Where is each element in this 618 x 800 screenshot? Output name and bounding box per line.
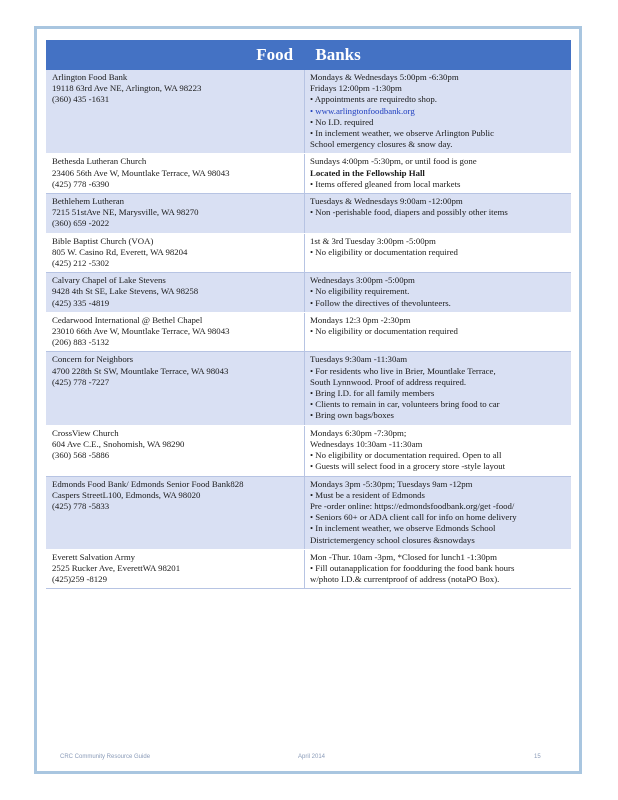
detail-line: Mondays & Wednesdays 5:00pm -6:30pm <box>310 72 459 82</box>
detail-line: 1st & 3rd Tuesday 3:00pm -5:00pm <box>310 235 436 246</box>
organization-cell <box>46 477 305 549</box>
organization-name: Bible Baptist Church (VOA) <box>52 235 154 246</box>
organization-cell <box>46 154 305 193</box>
detail-line: • For residents who live in Brier, Mountlake Terrace, <box>310 365 496 376</box>
detail-line: • In inclement weather, we observe Arlington Public <box>310 128 494 139</box>
detail-line: • Must be a resident of Edmonds <box>310 489 425 500</box>
website-link[interactable]: • www.arlingtonfoodbank.org <box>310 105 415 116</box>
organization-phone: (425) 778 -5833 <box>52 500 110 511</box>
detail-line: Wednesdays 3:00pm -5:00pm <box>310 275 415 286</box>
organization-phone: (425) 212 -5302 <box>52 258 110 269</box>
detail-line: Mondays 12:3 0pm -2:30pm <box>310 314 411 325</box>
organization-address: 4700 228th St SW, Mountlake Terrace, WA 98043 <box>52 365 229 376</box>
detail-line: School emergency closures & snow day. <box>310 139 453 150</box>
details-cell <box>305 234 571 273</box>
organization-address: 2525 Rucker Ave, EverettWA 98201 <box>52 562 181 573</box>
organization-name: Cedarwood International @ Bethel Chapel <box>52 314 203 325</box>
organization-cell <box>46 234 305 273</box>
organization-address: 805 W. Casino Rd, Everett, WA 98204 <box>52 246 188 257</box>
detail-line: • Items offered gleaned from local markets <box>310 178 461 189</box>
detail-line: • Appointments are requiredto shop. <box>310 94 437 105</box>
organization-cell <box>46 194 305 233</box>
organization-name: CrossView Church <box>52 427 119 438</box>
organization-address: 23406 56th Ave W, Mountlake Terrace, WA 98043 <box>52 167 230 178</box>
organization-cell <box>46 550 305 589</box>
organization-address: Caspers StreetL100, Edmonds, WA 98020 <box>52 489 201 500</box>
organization-name: Calvary Chapel of Lake Stevens <box>52 275 166 286</box>
organization-phone: (425) 778 -6390 <box>52 178 110 189</box>
table-row <box>46 273 571 313</box>
details-cell <box>305 70 571 153</box>
detail-line: • In inclement weather, we observe Edmonds School <box>310 523 496 534</box>
organization-cell <box>46 313 305 352</box>
footer-date: April 2014 <box>298 754 326 760</box>
organization-name: Arlington Food Bank <box>52 72 128 82</box>
details-cell <box>305 313 571 352</box>
footer-page-number: 15 <box>534 754 541 760</box>
detail-line: • Fill outanapplication for foodduring the food bank hours <box>310 562 515 573</box>
detail-line: w/photo I.D.& currentproof of address (notaPO Box). <box>310 574 500 585</box>
organization-address: 9428 4th St SE, Lake Stevens, WA 98258 <box>52 286 199 297</box>
detail-line: Mon -Thur. 10am -3pm, *Closed for lunch1 -1:30pm <box>310 551 497 562</box>
details-cell <box>305 426 571 476</box>
organization-name: Bethlehem Lutheran <box>52 196 125 207</box>
detail-line: • Follow the directives of thevolunteers. <box>310 297 451 308</box>
details-cell <box>305 273 571 312</box>
table-row <box>46 313 571 353</box>
table-row <box>46 477 571 550</box>
detail-line: South Lynnwood. Proof of address required. <box>310 376 467 387</box>
detail-line: • Guests will select food in a grocery store -style layout <box>310 461 506 472</box>
organization-phone: (360) 435 -1631 <box>52 94 110 105</box>
details-cell <box>305 550 571 589</box>
organization-address: 604 Ave C.E., Snohomish, WA 98290 <box>52 438 185 449</box>
table-body <box>46 70 571 589</box>
organization-phone: (425)259 -8129 <box>52 574 107 585</box>
organization-phone: (425) 778 -7227 <box>52 376 110 387</box>
detail-line: Pre -order online: https://edmondsfoodbank.org/get -food/ <box>310 500 515 511</box>
table-row <box>46 194 571 234</box>
table-row <box>46 234 571 274</box>
organization-cell <box>46 273 305 312</box>
detail-line: Tuesdays 9:30am -11:30am <box>310 354 408 365</box>
detail-line: Mondays 6:30pm -7:30pm; <box>310 427 407 438</box>
organization-name: Bethesda Lutheran Church <box>52 156 147 167</box>
organization-name: Concern for Neighbors <box>52 354 134 365</box>
detail-line: • Bring I.D. for all family members <box>310 388 435 399</box>
details-cell <box>305 154 571 193</box>
organization-cell <box>46 426 305 476</box>
detail-line: Mondays 3pm -5:30pm; Tuesdays 9am -12pm <box>310 478 473 489</box>
organization-phone: (360) 659 -2022 <box>52 218 110 229</box>
detail-line: Districtemergency school closures &snowdays <box>310 534 475 545</box>
footer-guide-name: CRC Community Resource Guide <box>60 754 151 760</box>
detail-line: • No eligibility or documentation required <box>310 326 458 337</box>
detail-line: • Non -perishable food, diapers and possibly other items <box>310 207 508 218</box>
detail-line: Fridays 12:00pm -1:30pm <box>310 83 402 94</box>
detail-line: • Clients to remain in car, volunteers bring food to car <box>310 399 500 410</box>
organization-address: 19118 63rd Ave NE, Arlington, WA 98223 <box>52 83 202 94</box>
detail-line: • No eligibility or documentation required. Open to all <box>310 450 502 461</box>
table-row <box>46 426 571 477</box>
organization-cell <box>46 352 305 424</box>
details-cell <box>305 194 571 233</box>
table-row <box>46 154 571 194</box>
table-row <box>46 550 571 590</box>
detail-line: • No eligibility requirement. <box>310 286 410 297</box>
detail-line: Located in the Fellowship Hall <box>310 167 425 178</box>
detail-line: • No I.D. required <box>310 116 374 127</box>
table-row <box>46 70 571 154</box>
detail-line: • No eligibility or documentation required <box>310 246 458 257</box>
organization-name: Everett Salvation Army <box>52 551 136 562</box>
page-title: Food Banks <box>46 40 571 70</box>
organization-address: 7215 51stAve NE, Marysville, WA 98270 <box>52 207 199 218</box>
details-cell <box>305 352 571 424</box>
organization-cell <box>46 70 305 153</box>
organization-phone: (206) 883 -5132 <box>52 337 110 348</box>
detail-line: Sundays 4:00pm -5:30pm, or until food is gone <box>310 156 477 167</box>
food-banks-table <box>46 40 571 589</box>
table-row <box>46 352 571 425</box>
detail-line: • Bring own bags/boxes <box>310 410 394 421</box>
details-cell <box>305 477 571 549</box>
organization-address: 23010 66th Ave W, Mountlake Terrace, WA 98043 <box>52 326 230 337</box>
detail-line: • Seniors 60+ or ADA client call for info on home delivery <box>310 512 517 523</box>
detail-line: Wednesdays 10:30am -11:30am <box>310 438 423 449</box>
organization-phone: (425) 335 -4819 <box>52 297 110 308</box>
organization-phone: (360) 568 -5886 <box>52 450 110 461</box>
detail-line: Tuesdays & Wednesdays 9:00am -12:00pm <box>310 196 463 207</box>
organization-name: Edmonds Food Bank/ Edmonds Senior Food Bank828 <box>52 478 244 489</box>
